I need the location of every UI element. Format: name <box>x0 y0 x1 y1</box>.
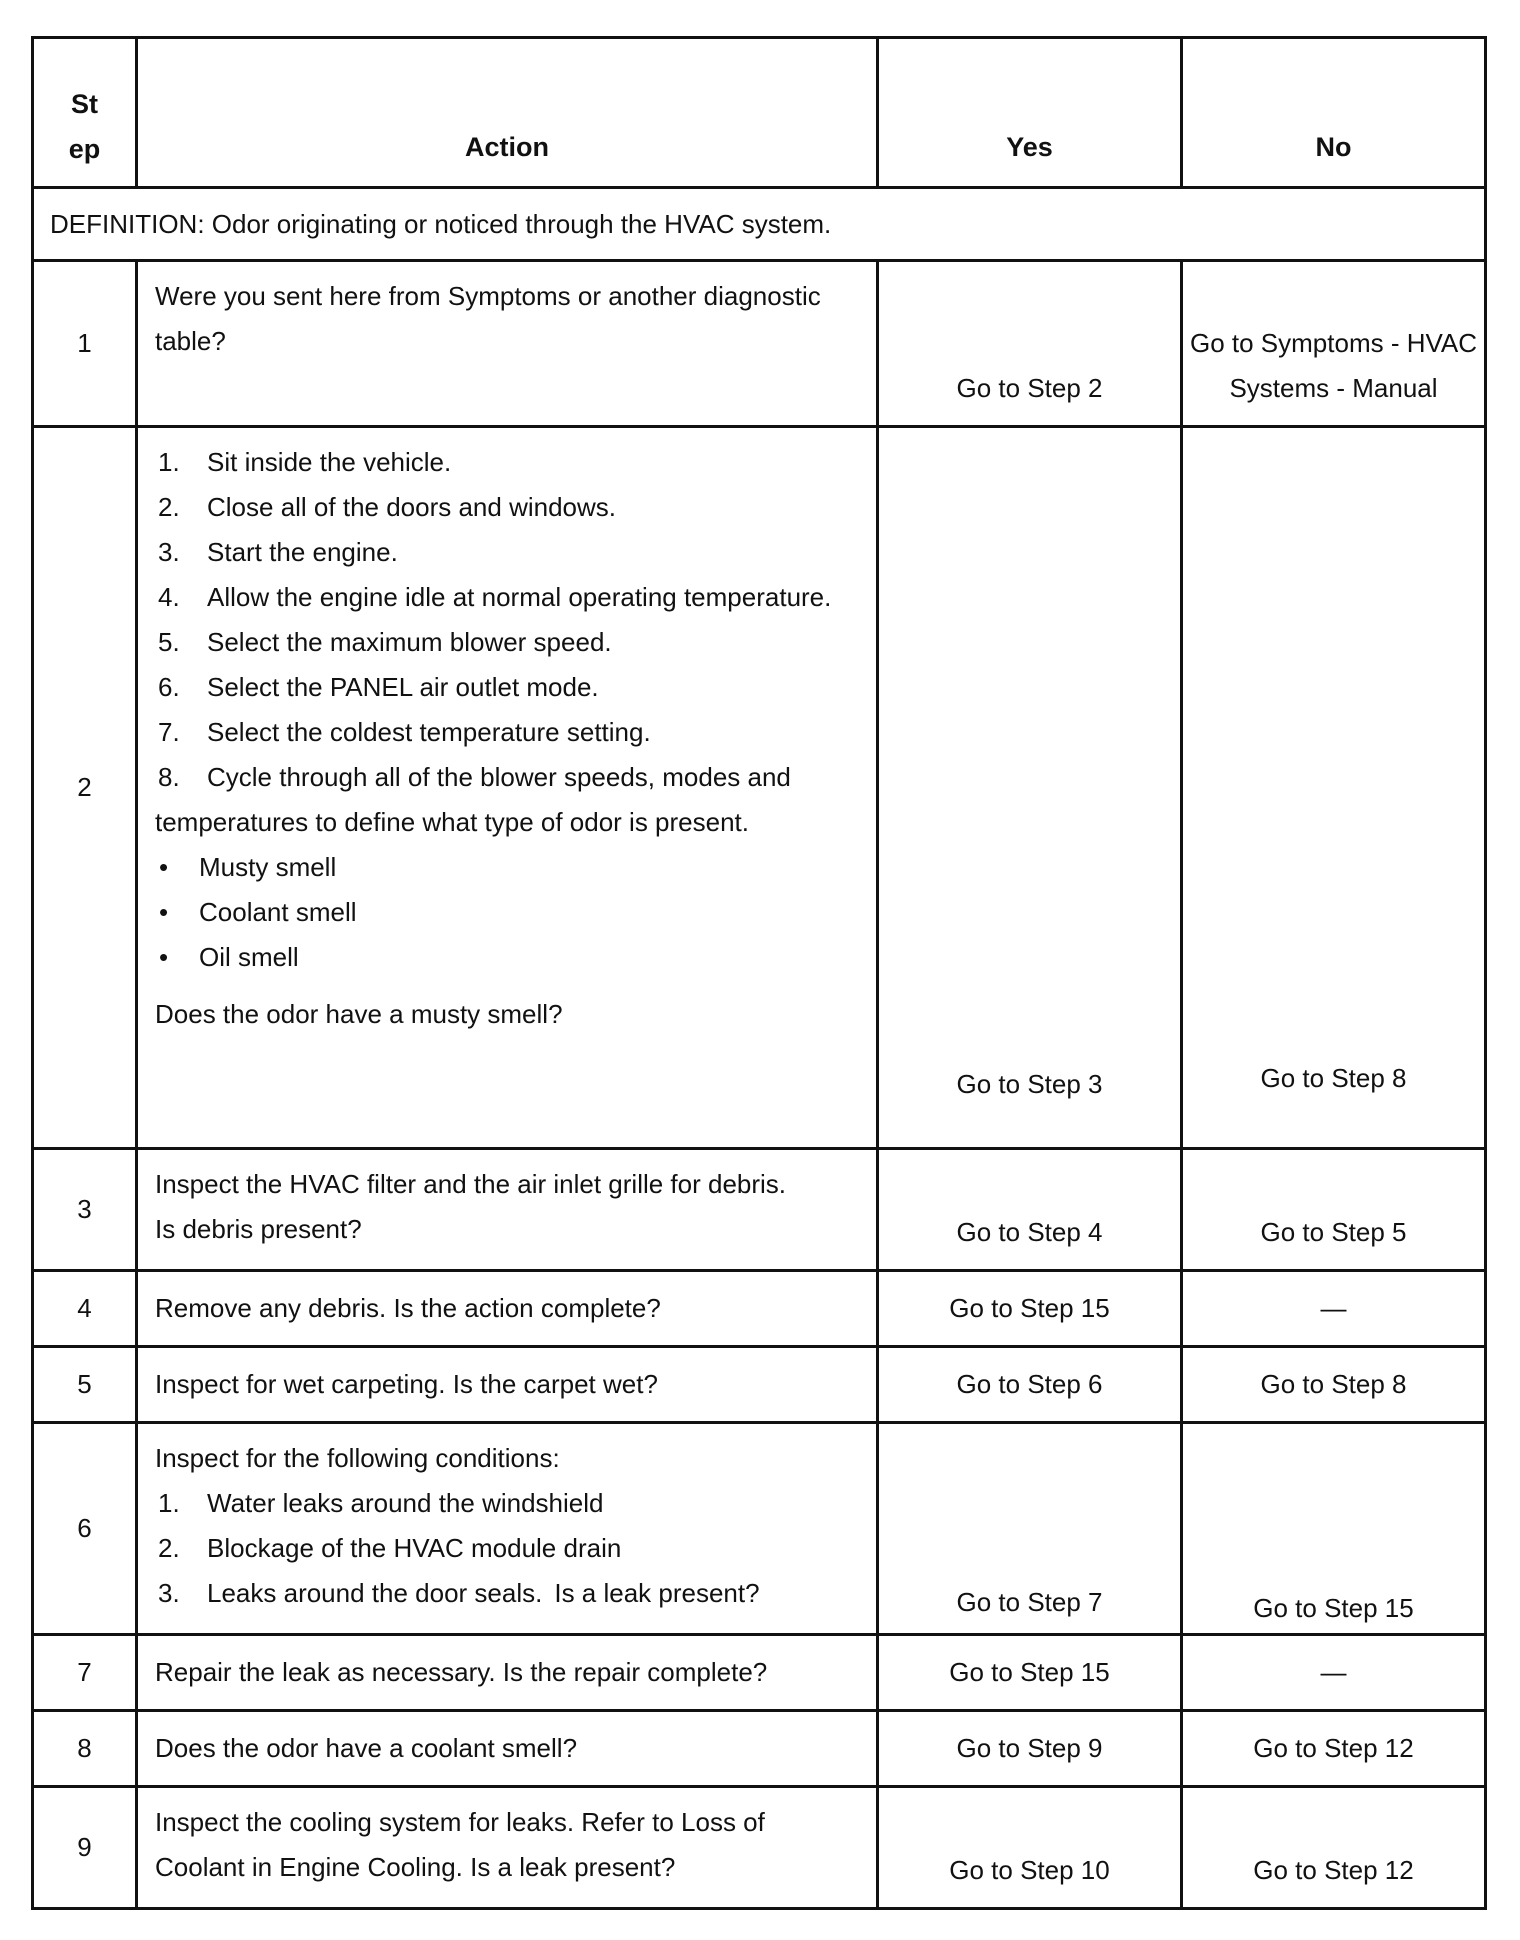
yes-result: Go to Step 4 <box>878 1149 1182 1271</box>
action-text: Inspect for wet carpeting. Is the carpet wet? <box>137 1347 878 1423</box>
no-result: — <box>1182 1635 1486 1711</box>
list-item: 8. Cycle through all of the blower speeds, modes and temperatures to define what type of odor is present. <box>155 762 791 837</box>
step-number: 3 <box>33 1149 137 1271</box>
yes-result: Go to Step 10 <box>878 1787 1182 1909</box>
header-action: Action <box>137 38 878 188</box>
no-result: Go to Symptoms - HVAC Systems - Manual <box>1182 261 1486 427</box>
yes-result: Go to Step 3 <box>878 427 1182 1149</box>
step-number: 5 <box>33 1347 137 1423</box>
table-row <box>33 1711 1486 1787</box>
no-result: Go to Step 8 <box>1182 1347 1486 1423</box>
no-result: Go to Step 12 <box>1182 1787 1486 1909</box>
header-yes: Yes <box>878 38 1182 188</box>
list-item: 4. Allow the engine idle at normal operating temperature. <box>158 582 832 612</box>
no-result: Go to Step 5 <box>1182 1149 1486 1271</box>
yes-result: Go to Step 15 <box>878 1271 1182 1347</box>
table-row <box>33 427 1486 1149</box>
no-result: — <box>1182 1271 1486 1347</box>
yes-result: Go to Step 6 <box>878 1347 1182 1423</box>
action-text: Does the odor have a coolant smell? <box>137 1711 878 1787</box>
list-item: 1. Sit inside the vehicle. <box>158 447 452 477</box>
table-row <box>33 1149 1486 1271</box>
bullet-item: • Coolant smell <box>159 897 357 927</box>
header-row <box>33 38 1486 188</box>
action-text: Repair the leak as necessary. Is the repair complete? <box>137 1635 878 1711</box>
header-no: No <box>1182 38 1486 188</box>
intro-text: Inspect for the following conditions: <box>155 1443 560 1473</box>
diagnostic-table <box>31 36 1487 1910</box>
yes-result: Go to Step 15 <box>878 1635 1182 1711</box>
yes-result: Go to Step 9 <box>878 1711 1182 1787</box>
step-number: 9 <box>33 1787 137 1909</box>
definition-row <box>33 188 1486 261</box>
list-item: 5. Select the maximum blower speed. <box>158 627 612 657</box>
list-item: 7. Select the coldest temperature setting. <box>158 717 651 747</box>
list-item: 6. Select the PANEL air outlet mode. <box>158 672 599 702</box>
list-item: 1. Water leaks around the windshield <box>158 1488 604 1518</box>
action-text: Were you sent here from Symptoms or another diagnostic table? <box>137 261 878 427</box>
table-row <box>33 1787 1486 1909</box>
bullet-item: • Oil smell <box>159 942 299 972</box>
question-text: Is a leak present? <box>554 1578 760 1608</box>
action-list <box>137 427 878 1149</box>
list-item: 3. Start the engine. <box>158 537 398 567</box>
list-item: 2. Blockage of the HVAC module drain <box>158 1533 622 1563</box>
step-number: 2 <box>33 427 137 1149</box>
bullet-item: • Musty smell <box>159 852 337 882</box>
no-result: Go to Step 12 <box>1182 1711 1486 1787</box>
list-item: 3. Leaks around the door seals. Is a leak present? <box>158 1578 760 1608</box>
definition-text: DEFINITION: Odor originating or noticed through the HVAC system. <box>33 188 1486 261</box>
table-row <box>33 1271 1486 1347</box>
action-text: Remove any debris. Is the action complete? <box>137 1271 878 1347</box>
table-row <box>33 1635 1486 1711</box>
step-number: 6 <box>33 1423 137 1635</box>
list-item: 2. Close all of the doors and windows. <box>158 492 617 522</box>
header-step <box>33 38 137 188</box>
no-result: Go to Step 15 <box>1182 1423 1486 1635</box>
question-text: Does the odor have a musty smell? <box>155 999 563 1029</box>
table-row <box>33 1347 1486 1423</box>
header-step-line2: ep <box>68 134 101 164</box>
yes-result: Go to Step 2 <box>878 261 1182 427</box>
yes-result: Go to Step 7 <box>878 1423 1182 1635</box>
step-number: 7 <box>33 1635 137 1711</box>
step-number: 8 <box>33 1711 137 1787</box>
step-number: 1 <box>33 261 137 427</box>
step-number: 4 <box>33 1271 137 1347</box>
no-result: Go to Step 8 <box>1182 427 1486 1149</box>
action-text: Inspect the HVAC filter and the air inlet grille for debris. Is debris present? <box>137 1149 878 1271</box>
action-text: Inspect the cooling system for leaks. Refer to Loss of Coolant in Engine Cooling. Is a leak present? <box>137 1787 878 1909</box>
table-row <box>33 1423 1486 1635</box>
table-row <box>33 261 1486 427</box>
action-list <box>137 1423 878 1635</box>
header-step-line1: St <box>71 89 98 119</box>
